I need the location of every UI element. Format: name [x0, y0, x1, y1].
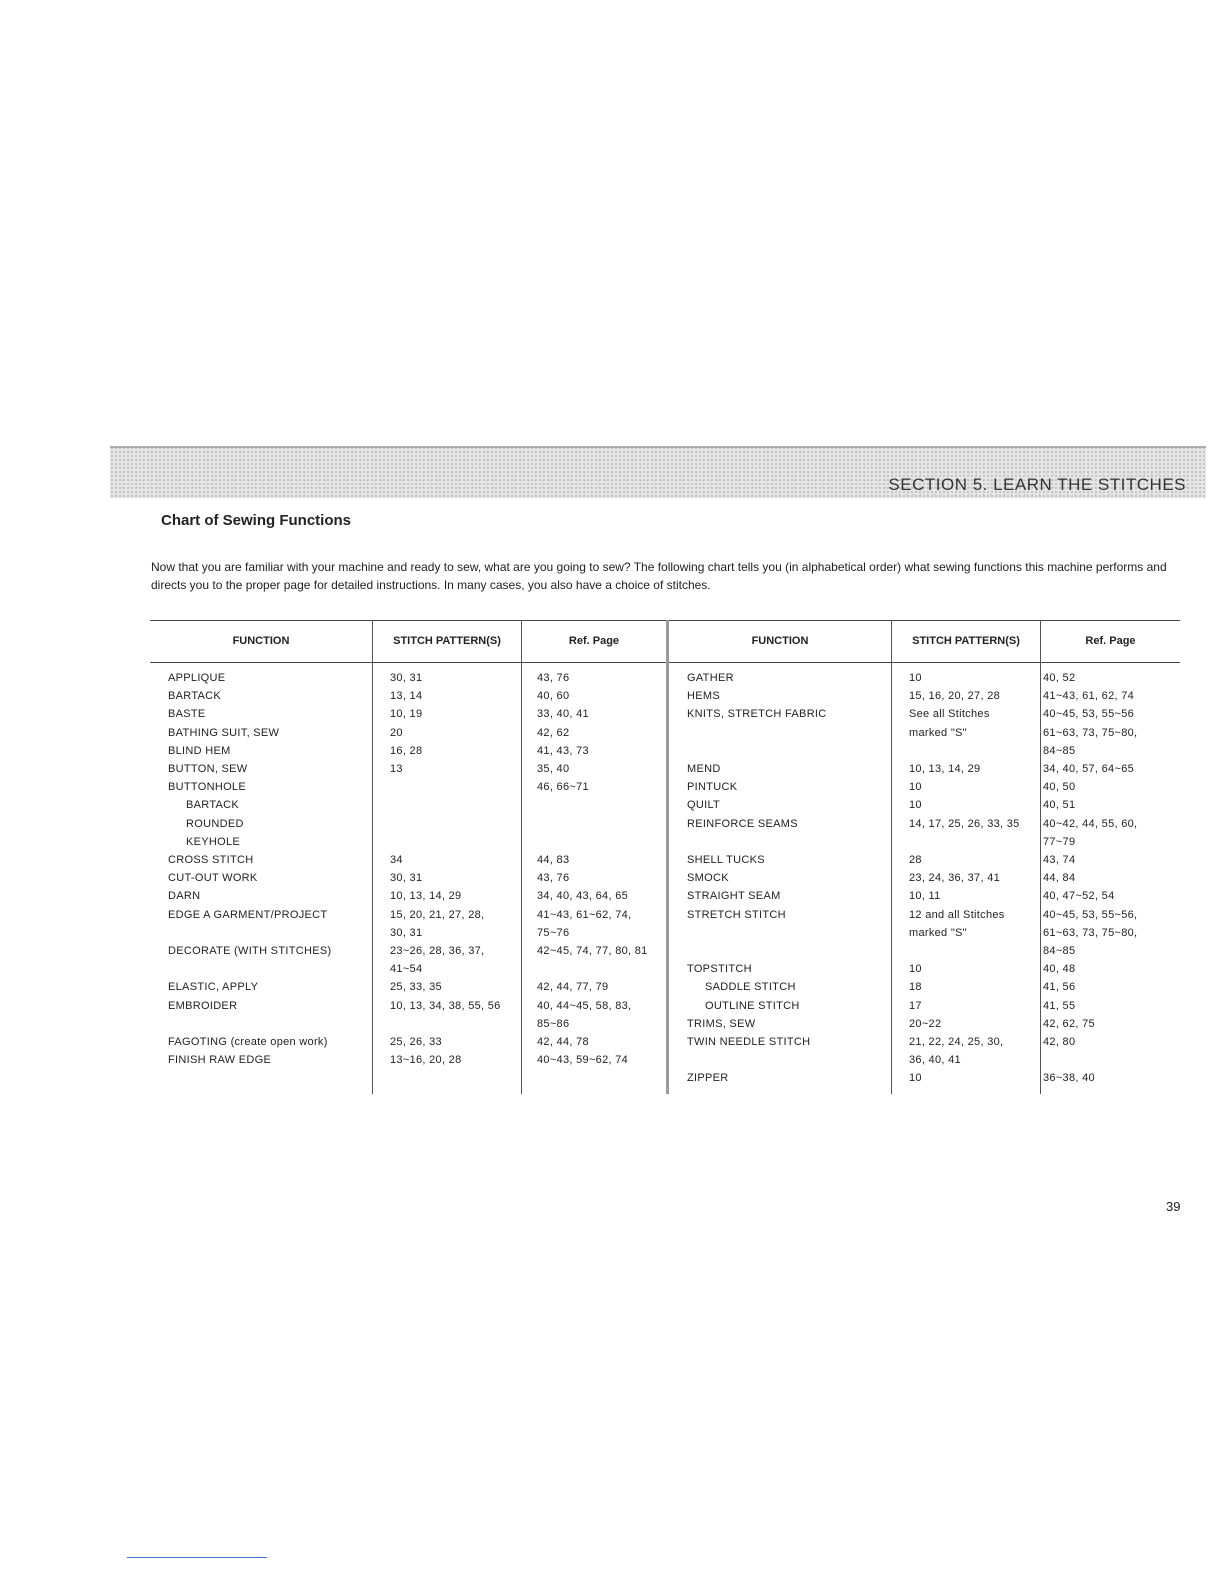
page-number: 39	[1166, 1199, 1181, 1214]
right-ref-cell: 84~85	[1043, 744, 1076, 757]
left-stitch-cell: 10, 19	[390, 708, 423, 721]
left-function-cell: BUTTONHOLE	[168, 781, 246, 794]
left-function-cell: FAGOTING (create open work)	[168, 1036, 328, 1048]
right-stitch-cell: 20~22	[909, 1017, 942, 1030]
left-stitch-cell: 30, 31	[390, 926, 423, 939]
left-stitch-cell: 13~16, 20, 28	[390, 1054, 462, 1067]
left-function-cell: DECORATE (WITH STITCHES)	[168, 945, 332, 957]
left-ref-cell: 42, 62	[537, 726, 570, 739]
left-function-cell: APPLIQUE	[168, 672, 226, 684]
right-ref-cell: 36~38, 40	[1043, 1072, 1095, 1085]
column-divider	[372, 620, 373, 1094]
header-stitch-right: STITCH PATTERN(S)	[912, 635, 1020, 647]
right-stitch-cell: 10, 13, 14, 29	[909, 763, 981, 775]
right-ref-cell: 40~45, 53, 55~56	[1043, 708, 1135, 721]
left-function-cell: EDGE A GARMENT/PROJECT	[168, 908, 328, 921]
header-ref-left: Ref. Page	[568, 635, 620, 647]
header-ref-right: Ref. Page	[1085, 635, 1136, 647]
sewing-functions-table	[150, 620, 1180, 1094]
left-ref-cell: 40, 60	[537, 690, 570, 703]
left-ref-cell: 33, 40, 41	[537, 708, 589, 721]
section-header-band	[110, 446, 1206, 498]
right-ref-cell: 40, 50	[1043, 781, 1076, 794]
table-top-rule	[150, 620, 1180, 621]
left-ref-cell: 42, 44, 77, 79	[537, 981, 609, 994]
column-divider	[521, 620, 522, 1094]
right-ref-cell: 34, 40, 57, 64~65	[1043, 763, 1135, 775]
left-ref-cell: 46, 66~71	[537, 781, 589, 794]
right-function-cell: QUILT	[687, 799, 721, 812]
right-stitch-cell: 17	[909, 999, 922, 1012]
left-ref-cell: 43, 76	[537, 872, 570, 885]
right-function-cell: GATHER	[687, 672, 734, 684]
right-ref-cell: 40~42, 44, 55, 60,	[1043, 817, 1138, 830]
right-stitch-cell: 15, 16, 20, 27, 28	[909, 690, 1001, 703]
right-ref-cell: 61~63, 73, 75~80,	[1043, 726, 1138, 739]
right-stitch-cell: See all Stitches	[909, 708, 990, 721]
left-stitch-cell: 13, 14	[390, 690, 423, 703]
right-ref-cell: 40, 48	[1043, 963, 1076, 976]
right-ref-cell: 41~43, 61, 62, 74	[1043, 690, 1135, 703]
right-ref-cell: 40, 51	[1043, 799, 1076, 812]
right-ref-cell: 77~79	[1043, 835, 1076, 848]
left-function-cell: KEYHOLE	[186, 835, 241, 848]
right-stitch-cell: 28	[909, 854, 922, 866]
right-ref-cell: 40, 52	[1043, 672, 1076, 684]
right-ref-cell: 40~45, 53, 55~56,	[1043, 908, 1138, 921]
left-function-cell: BARTACK	[186, 799, 240, 812]
left-ref-cell: 35, 40	[537, 763, 570, 775]
left-stitch-cell: 25, 33, 35	[390, 981, 442, 994]
right-stitch-cell: 36, 40, 41	[909, 1054, 961, 1067]
left-function-cell: CUT-OUT WORK	[168, 872, 258, 885]
right-stitch-cell: 18	[909, 981, 922, 994]
header-stitch-left: STITCH PATTERN(S)	[393, 635, 501, 647]
left-stitch-cell: 15, 20, 21, 27, 28,	[390, 908, 485, 921]
right-stitch-cell: 10	[909, 799, 922, 812]
left-stitch-cell: 16, 28	[390, 744, 423, 757]
left-ref-cell: 42, 44, 78	[537, 1036, 589, 1048]
left-ref-cell: 41~43, 61~62, 74,	[537, 908, 632, 921]
right-stitch-cell: 10	[909, 1072, 922, 1085]
column-divider	[1040, 620, 1041, 1094]
left-ref-cell: 44, 83	[537, 854, 570, 866]
right-ref-cell: 41, 56	[1043, 981, 1076, 994]
right-stitch-cell: marked "S"	[909, 926, 967, 939]
right-ref-cell: 84~85	[1043, 945, 1076, 957]
right-stitch-cell: 23, 24, 36, 37, 41	[909, 872, 1001, 885]
left-stitch-cell: 30, 31	[390, 872, 423, 885]
column-divider	[891, 620, 892, 1094]
left-ref-cell: 34, 40, 43, 64, 65	[537, 890, 629, 903]
right-stitch-cell: 10	[909, 672, 922, 684]
right-function-cell: SHELL TUCKS	[687, 854, 765, 866]
left-function-cell: CROSS STITCH	[168, 854, 254, 866]
left-function-cell: BUTTON, SEW	[168, 763, 248, 775]
left-ref-cell: 75~76	[537, 926, 570, 939]
bottom-divider-line	[127, 1557, 267, 1558]
section-title: SECTION 5. LEARN THE STITCHES	[888, 475, 1186, 494]
left-function-cell: ELASTIC, APPLY	[168, 981, 259, 994]
left-stitch-cell: 34	[390, 854, 403, 866]
right-function-cell: ZIPPER	[687, 1072, 729, 1085]
right-stitch-cell: 14, 17, 25, 26, 33, 35	[909, 817, 1020, 830]
right-function-cell: HEMS	[687, 690, 720, 703]
right-function-cell: REINFORCE SEAMS	[687, 817, 798, 830]
table-center-divider	[666, 620, 669, 1094]
left-ref-cell: 41, 43, 73	[537, 744, 589, 757]
left-function-cell: FINISH RAW EDGE	[168, 1054, 272, 1067]
right-stitch-cell: 10, 11	[909, 890, 941, 903]
right-ref-cell: 42, 62, 75	[1043, 1017, 1095, 1030]
left-ref-cell: 40, 44~45, 58, 83,	[537, 999, 632, 1012]
left-function-cell: EMBROIDER	[168, 999, 238, 1012]
left-stitch-cell: 20	[390, 726, 403, 739]
right-function-cell: PINTUCK	[687, 781, 738, 794]
right-stitch-cell: marked "S"	[909, 726, 967, 739]
left-function-cell: BARTACK	[168, 690, 222, 703]
right-ref-cell: 41, 55	[1043, 999, 1076, 1012]
right-stitch-cell: 12 and all Stitches	[909, 908, 1005, 921]
table-header-rule	[150, 662, 1180, 663]
left-stitch-cell: 23~26, 28, 36, 37,	[390, 945, 485, 957]
right-ref-cell: 43, 74	[1043, 854, 1076, 866]
right-function-cell: KNITS, STRETCH FABRIC	[687, 708, 827, 721]
right-ref-cell: 40, 47~52, 54	[1043, 890, 1115, 903]
left-function-cell: BLIND HEM	[168, 744, 231, 757]
right-function-cell: SADDLE STITCH	[705, 981, 796, 994]
right-function-cell: STRAIGHT SEAM	[687, 890, 781, 903]
left-stitch-cell: 10, 13, 34, 38, 55, 56	[390, 999, 501, 1012]
right-ref-cell: 61~63, 73, 75~80,	[1043, 926, 1138, 939]
left-stitch-cell: 30, 31	[390, 672, 423, 684]
right-function-cell: SMOCK	[687, 872, 729, 885]
intro-paragraph: Now that you are familiar with your machine and ready to sew, what are you going to sew? The following chart tells you (in alphabetical order) what sewing functions this machine performs and directs you to the proper page for detailed instructions. In many cases, you also have a choice of stitches.	[151, 560, 1167, 592]
left-ref-cell: 42~45, 74, 77, 80, 81	[537, 945, 648, 957]
left-ref-cell: 43, 76	[537, 672, 570, 684]
right-stitch-cell: 10	[909, 781, 922, 794]
left-function-cell: BASTE	[168, 708, 206, 721]
left-stitch-cell: 10, 13, 14, 29	[390, 890, 462, 903]
left-stitch-cell: 41~54	[390, 963, 423, 976]
left-stitch-cell: 13	[390, 763, 403, 775]
left-function-cell: DARN	[168, 890, 201, 903]
right-stitch-cell: 21, 22, 24, 25, 30,	[909, 1036, 1004, 1048]
left-function-cell: ROUNDED	[186, 817, 244, 830]
right-stitch-cell: 10	[909, 963, 922, 976]
right-function-cell: TWIN NEEDLE STITCH	[687, 1036, 811, 1048]
left-ref-cell: 40~43, 59~62, 74	[537, 1054, 629, 1067]
right-function-cell: TOPSTITCH	[687, 963, 752, 976]
header-function-right: FUNCTION	[751, 635, 809, 647]
right-function-cell: TRIMS, SEW	[687, 1017, 756, 1030]
right-ref-cell: 42, 80	[1043, 1036, 1076, 1048]
right-function-cell: MEND	[687, 763, 721, 775]
right-function-cell: OUTLINE STITCH	[705, 999, 800, 1012]
right-function-cell: STRETCH STITCH	[687, 908, 786, 921]
left-stitch-cell: 25, 26, 33	[390, 1036, 442, 1048]
chart-title: Chart of Sewing Functions	[161, 512, 351, 529]
header-function-left: FUNCTION	[232, 635, 290, 647]
left-ref-cell: 85~86	[537, 1017, 570, 1030]
right-ref-cell: 44, 84	[1043, 872, 1076, 885]
left-function-cell: BATHING SUIT, SEW	[168, 726, 280, 739]
